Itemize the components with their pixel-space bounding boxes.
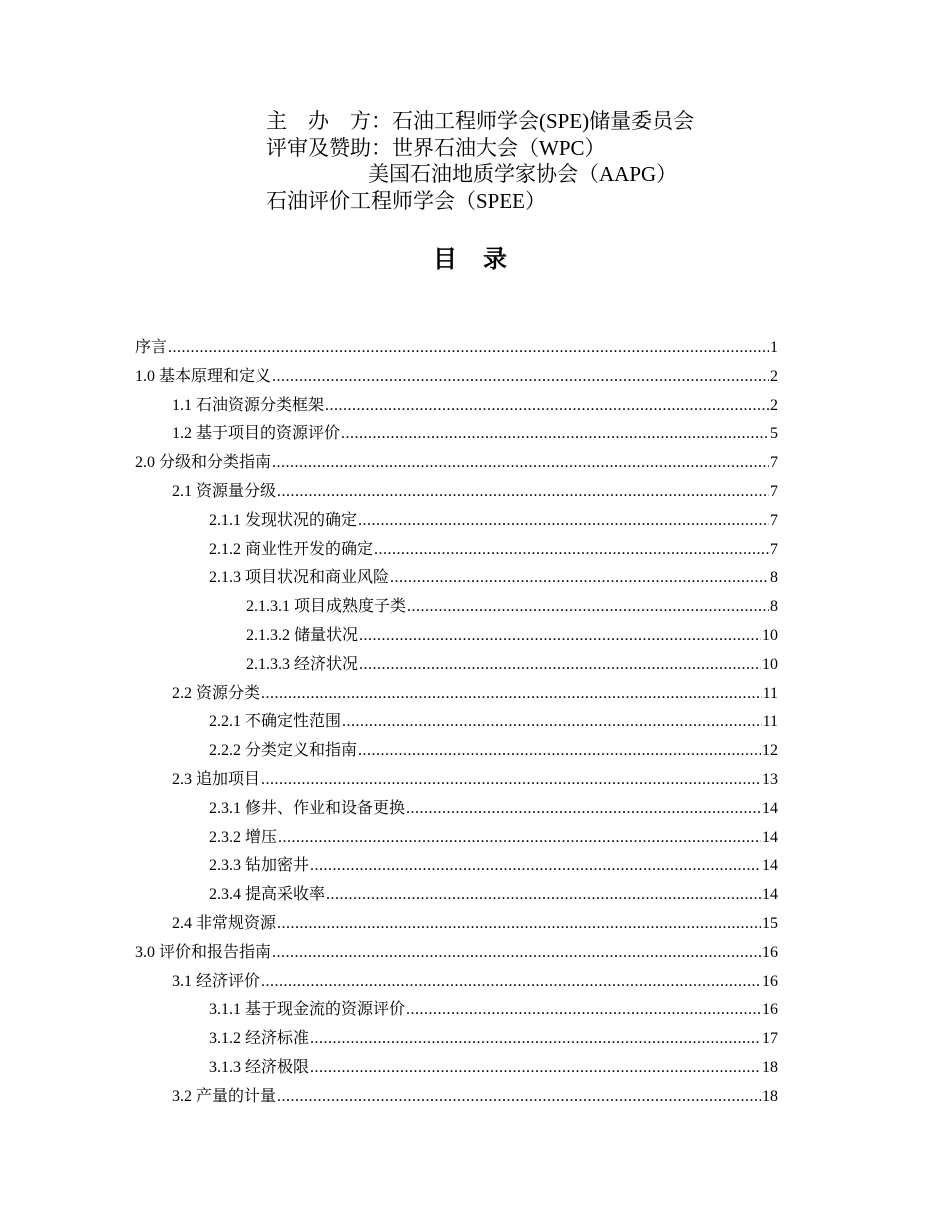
reviewer-line-3: 石油评价工程师学会（SPEE） bbox=[266, 189, 547, 213]
toc-entry-page: 1 bbox=[770, 339, 778, 356]
toc-dot-leader bbox=[359, 651, 761, 680]
toc-entry-label: 3.1.1 基于现金流的资源评价 bbox=[209, 1001, 406, 1019]
toc-entry-label: 2.2.1 不确定性范围 bbox=[209, 713, 342, 731]
toc-entry-label: 1.0 基本原理和定义 bbox=[135, 367, 272, 385]
toc-entry[interactable] bbox=[135, 795, 778, 824]
toc-entry[interactable] bbox=[135, 1083, 778, 1112]
toc-entry-page: 8 bbox=[770, 598, 778, 616]
toc-entry-label: 3.1.2 经济标准 bbox=[209, 1030, 310, 1048]
toc-entry-page: 12 bbox=[762, 742, 778, 760]
toc-entry[interactable] bbox=[135, 1054, 778, 1083]
toc-entry-label: 3.1.3 经济极限 bbox=[209, 1058, 310, 1076]
toc-entry-label: 2.2.2 分类定义和指南 bbox=[209, 742, 358, 760]
toc-entry-label: 2.3 追加项目 bbox=[172, 770, 261, 788]
toc-entry[interactable] bbox=[135, 478, 778, 507]
toc-title: 目 录 bbox=[433, 247, 517, 273]
toc-entry-label: 2.4 非常规资源 bbox=[172, 914, 277, 932]
toc-entry-page: 14 bbox=[762, 828, 778, 846]
toc-dot-leader bbox=[390, 564, 769, 593]
toc-entry-page: 16 bbox=[762, 943, 778, 961]
reviewer-line-2: 美国石油地质学家协会（AAPG） bbox=[368, 162, 678, 186]
toc-dot-leader bbox=[261, 680, 762, 709]
toc-entry-page: 17 bbox=[762, 1030, 778, 1048]
toc-dot-leader bbox=[358, 507, 769, 536]
toc-entry-page: 7 bbox=[770, 511, 778, 529]
toc-dot-leader bbox=[277, 910, 761, 939]
toc-entry-page: 8 bbox=[770, 569, 778, 587]
toc-entry-label: 2.3.4 提高采收率 bbox=[209, 886, 326, 904]
toc-entry-page: 11 bbox=[762, 684, 778, 702]
toc-entry-label: 3.0 评价和报告指南 bbox=[135, 943, 272, 961]
toc-dot-leader bbox=[168, 334, 769, 363]
toc-entry[interactable] bbox=[135, 737, 778, 766]
toc-entry[interactable] bbox=[135, 564, 778, 593]
toc-entry-page: 2 bbox=[770, 367, 778, 385]
toc-dot-leader bbox=[358, 737, 761, 766]
toc-entry-label: 序言 bbox=[135, 339, 168, 356]
toc-entry[interactable] bbox=[135, 420, 778, 449]
toc-entry-page: 10 bbox=[762, 626, 778, 644]
toc-entry-page: 14 bbox=[762, 886, 778, 904]
toc-entry-label: 2.0 分级和分类指南 bbox=[135, 454, 272, 472]
toc-entry-label: 1.2 基于项目的资源评价 bbox=[172, 425, 341, 443]
toc-entry-label: 3.2 产量的计量 bbox=[172, 1087, 277, 1105]
toc-entry[interactable] bbox=[135, 766, 778, 795]
table-of-contents bbox=[135, 334, 778, 1112]
toc-entry-label: 2.1.2 商业性开发的确定 bbox=[209, 540, 374, 558]
toc-entry-label: 1.1 石油资源分类框架 bbox=[172, 396, 325, 414]
toc-entry[interactable] bbox=[135, 449, 778, 478]
toc-entry[interactable] bbox=[135, 334, 778, 363]
toc-entry-label: 2.1.1 发现状况的确定 bbox=[209, 511, 358, 529]
toc-dot-leader bbox=[342, 708, 762, 737]
toc-entry-page: 7 bbox=[770, 540, 778, 558]
toc-entry-page: 14 bbox=[762, 857, 778, 875]
toc-dot-leader bbox=[359, 622, 761, 651]
toc-entry-label: 2.1.3.2 储量状况 bbox=[246, 626, 359, 644]
toc-dot-leader bbox=[310, 1054, 761, 1083]
toc-entry-page: 15 bbox=[762, 914, 778, 932]
toc-dot-leader bbox=[310, 852, 761, 881]
toc-entry-label: 2.2 资源分类 bbox=[172, 684, 261, 702]
toc-entry[interactable] bbox=[135, 968, 778, 997]
toc-dot-leader bbox=[261, 766, 761, 795]
toc-entry[interactable] bbox=[135, 881, 778, 910]
toc-entry[interactable] bbox=[135, 1025, 778, 1054]
toc-entry-page: 13 bbox=[762, 770, 778, 788]
toc-entry-page: 11 bbox=[762, 713, 778, 731]
toc-entry[interactable] bbox=[135, 392, 778, 421]
toc-dot-leader bbox=[326, 881, 761, 910]
toc-dot-leader bbox=[272, 363, 769, 392]
toc-entry-page: 7 bbox=[770, 482, 778, 500]
toc-dot-leader bbox=[406, 795, 761, 824]
toc-entry[interactable] bbox=[135, 507, 778, 536]
toc-entry[interactable] bbox=[135, 910, 778, 939]
toc-entry-label: 2.3.1 修井、作业和设备更换 bbox=[209, 799, 406, 817]
toc-entry[interactable] bbox=[135, 939, 778, 968]
toc-entry[interactable] bbox=[135, 363, 778, 392]
toc-entry-page: 18 bbox=[762, 1087, 778, 1105]
toc-entry[interactable] bbox=[135, 622, 778, 651]
toc-entry-label: 2.1.3 项目状况和商业风险 bbox=[209, 569, 390, 587]
toc-entry[interactable] bbox=[135, 708, 778, 737]
toc-entry[interactable] bbox=[135, 996, 778, 1025]
toc-entry-label: 2.1.3.1 项目成熟度子类 bbox=[246, 598, 407, 616]
toc-dot-leader bbox=[261, 968, 761, 997]
toc-dot-leader bbox=[374, 536, 769, 565]
toc-entry-page: 7 bbox=[770, 454, 778, 472]
toc-dot-leader bbox=[278, 824, 761, 853]
toc-dot-leader bbox=[341, 420, 769, 449]
toc-entry[interactable] bbox=[135, 593, 778, 622]
toc-entry[interactable] bbox=[135, 651, 778, 680]
toc-entry-page: 14 bbox=[762, 799, 778, 817]
toc-entry-page: 16 bbox=[762, 1001, 778, 1019]
toc-entry-page: 2 bbox=[770, 396, 778, 414]
toc-entry[interactable] bbox=[135, 536, 778, 565]
toc-entry-label: 2.1.3.3 经济状况 bbox=[246, 655, 359, 673]
toc-dot-leader bbox=[325, 392, 769, 421]
toc-entry-page: 5 bbox=[770, 425, 778, 443]
toc-entry-label: 2.3.3 钻加密井 bbox=[209, 857, 310, 875]
organizer-line: 主 办 方：石油工程师学会(SPE)储量委员会 bbox=[266, 109, 695, 133]
toc-dot-leader bbox=[277, 1083, 761, 1112]
toc-dot-leader bbox=[272, 449, 769, 478]
toc-entry-label: 2.3.2 增压 bbox=[209, 828, 278, 846]
toc-entry-label: 2.1 资源量分级 bbox=[172, 482, 277, 500]
toc-entry[interactable] bbox=[135, 680, 778, 709]
toc-entry[interactable] bbox=[135, 852, 778, 881]
toc-dot-leader bbox=[406, 996, 761, 1025]
toc-dot-leader bbox=[310, 1025, 761, 1054]
toc-dot-leader bbox=[407, 593, 769, 622]
toc-entry[interactable] bbox=[135, 824, 778, 853]
toc-entry-page: 16 bbox=[762, 972, 778, 990]
toc-dot-leader bbox=[277, 478, 769, 507]
reviewer-line-1: 评审及赞助：世界石油大会（WPC） bbox=[266, 136, 606, 160]
toc-entry-page: 18 bbox=[762, 1058, 778, 1076]
toc-entry-label: 3.1 经济评价 bbox=[172, 972, 261, 990]
toc-dot-leader bbox=[272, 939, 761, 968]
toc-entry-page: 10 bbox=[762, 655, 778, 673]
